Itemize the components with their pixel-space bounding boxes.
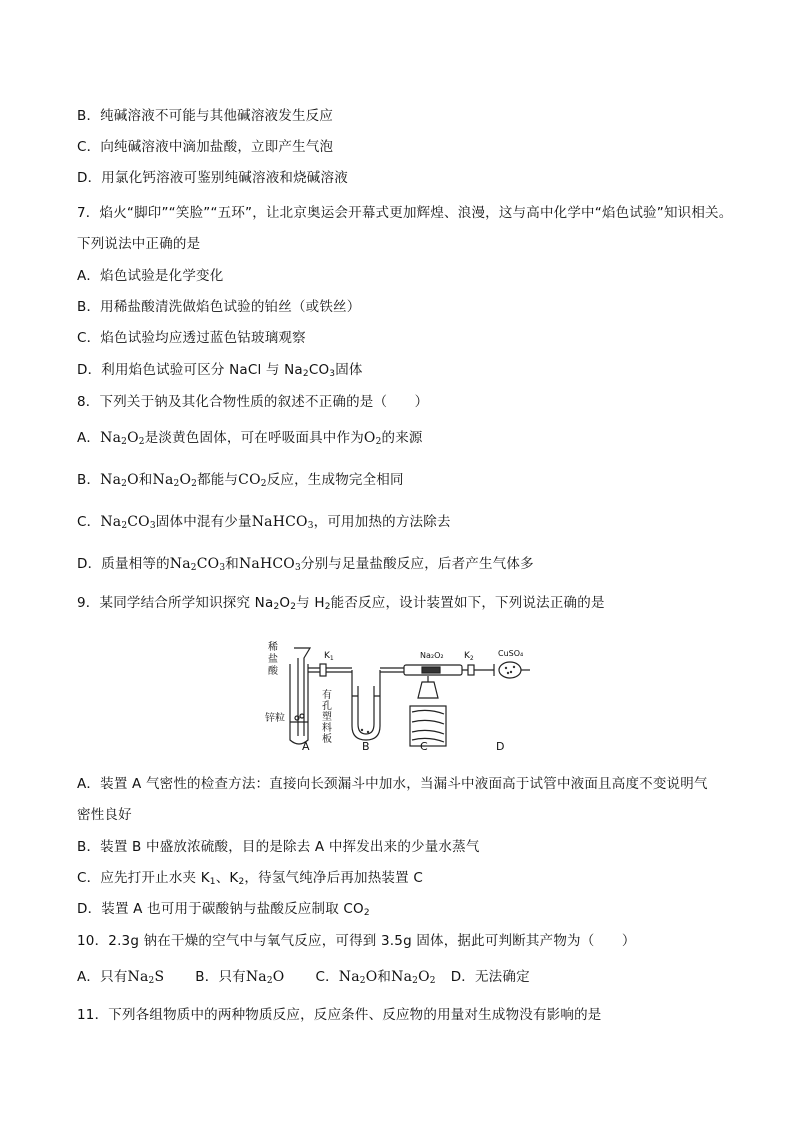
label-plate-2: 孔 <box>322 701 332 712</box>
label-plate-3: 塑 <box>322 712 332 723</box>
label-acid-1: 稀 <box>268 642 278 653</box>
q7-option-c: C．焰色试验均应透过蓝色钴玻璃观察 <box>77 330 306 346</box>
q11-stem: 11．下列各组物质中的两种物质反应，反应条件、反应物的用量对生成物没有影响的是 <box>77 1007 602 1023</box>
label-c: C <box>420 740 428 753</box>
q7-option-b: B．用稀盐酸清洗做焰色试验的铂丝（或铁丝） <box>77 299 361 315</box>
label-plate-1: 有 <box>322 690 332 701</box>
q8-option-a: A．$Na_2O_2$是淡黄色固体，可在呼吸面具中作为$O_2$的来源 <box>77 430 423 447</box>
label-k1: $K_1$ <box>324 651 334 662</box>
q7-stem-2: 下列说法中正确的是 <box>77 236 201 252</box>
q9-option-a-cont: 密性良好 <box>77 807 132 823</box>
q10-stem: 10．2.3g 钠在干燥的空气中与氧气反应，可得到 3.5g 固体，据此可判断其产物为（ ） <box>77 933 636 949</box>
label-b: B <box>362 740 370 753</box>
q8-stem: 8．下列关于钠及其化合物性质的叙述不正确的是（ ） <box>77 394 429 410</box>
label-plate-4: 料 <box>322 723 332 734</box>
q9-stem: 9．某同学结合所学知识探究 $Na_2O_2$与 $H_2$能否反应，设计装置如下，下列说法正确的是 <box>77 595 605 612</box>
q8-option-b: B．$Na_2O$和$Na_2O_2$都能与$CO_2$反应，生成物完全相同 <box>77 472 404 489</box>
q6-option-d: D．用氯化钙溶液可鉴别纯碱溶液和烧碱溶液 <box>77 170 348 186</box>
label-zinc: 锌粒 <box>265 713 285 724</box>
q7-option-d: D．利用焰色试验可区分 NaCl 与 $Na_2CO_3$固体 <box>77 362 363 379</box>
q10-options: A．只有$Na_2S$ B．只有$Na_2O$ C．$Na_2O$和$Na_2O_2$ D．无法确定 <box>77 969 530 986</box>
label-a: A <box>302 740 310 753</box>
label-acid-2: 盐 <box>268 654 278 665</box>
label-na2o2: Na₂O₂ <box>420 651 444 660</box>
label-acid-3: 酸 <box>268 666 278 677</box>
q7-stem: 7．焰火“脚印”“笑脸”“五环”，让北京奥运会开幕式更加辉煌、浪漫，这与高中化学中“焰色试验”知识相关。 <box>77 205 733 221</box>
label-d: D <box>496 740 505 753</box>
q6-option-b: B．纯碱溶液不可能与其他碱溶液发生反应 <box>77 108 334 124</box>
label-cuso4: CuSO₄ <box>498 649 524 658</box>
q9-option-d: D．装置 A 也可用于碳酸钠与盐酸反应制取 $CO_2$ <box>77 901 370 918</box>
q9-option-b: B．装置 B 中盛放浓硫酸，目的是除去 A 中挥发出来的少量水蒸气 <box>77 839 480 855</box>
label-plate-5: 板 <box>322 734 332 745</box>
q6-option-c: C．向纯碱溶液中滴加盐酸，立即产生气泡 <box>77 139 334 155</box>
q9-option-c: C．应先打开止水夹 $K_1$、$K_2$，待氢气纯净后再加热装置 C <box>77 870 423 887</box>
q7-option-a: A．焰色试验是化学变化 <box>77 268 224 284</box>
q9-option-a: A．装置 A 气密性的检查方法：直接向长颈漏斗中加水，当漏斗中液面高于试管中液面且高度不变说明气 <box>77 776 708 792</box>
q8-option-c: C．$Na_2CO_3$固体中混有少量NaHCO$_3$，可用加热的方法除去 <box>77 514 451 531</box>
label-k2: $K_2$ <box>464 651 474 662</box>
apparatus-diagram <box>262 636 532 754</box>
q8-option-d: D．质量相等的$Na_2CO_3$和NaHCO$_3$分别与足量盐酸反应，后者产生气体多 <box>77 556 534 573</box>
